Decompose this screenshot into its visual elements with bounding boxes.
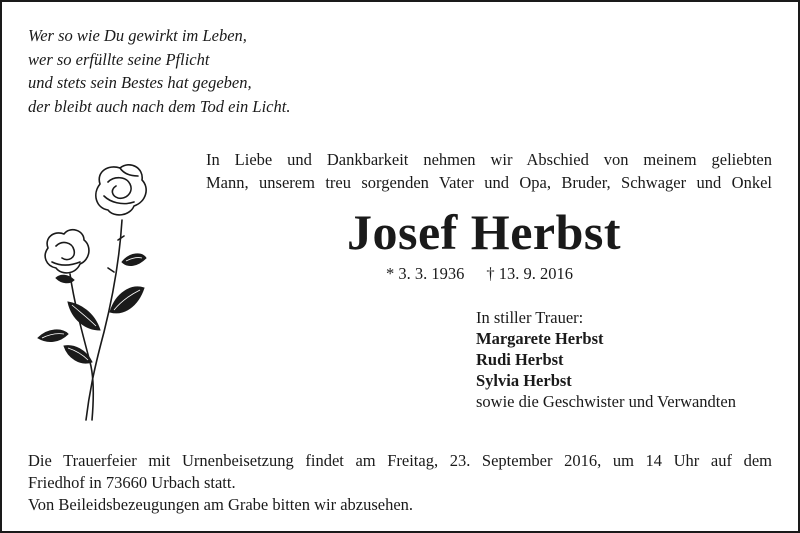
mourner-name: Margarete Herbst [476, 329, 604, 348]
death-date: † 13. 9. 2016 [486, 264, 573, 283]
poem-line: Wer so wie Du gewirkt im Leben, [28, 26, 247, 45]
mourner-name: Sylvia Herbst [476, 371, 572, 390]
mourners-block [476, 307, 736, 412]
poem-line: wer so erfüllte seine Pflicht [28, 49, 210, 69]
life-dates [386, 264, 573, 284]
birth-date: * 3. 3. 1936 [386, 264, 465, 283]
mourners-closing: sowie die Geschwister und Verwandten [476, 392, 736, 411]
intro-text [206, 148, 772, 194]
footer-line: Friedhof in 73660 Urbach statt. [28, 473, 236, 492]
mourner-name: Rudi Herbst [476, 350, 564, 369]
rose-illustration [34, 162, 162, 422]
intro-line: In Liebe und Dankbarkeit nehmen wir Abschied von meinem geliebten [206, 150, 772, 169]
intro-line: Mann, unserem treu sorgenden Vater und Opa, Bruder, Schwager und Onkel [206, 173, 772, 192]
poem-line: und stets sein Bestes hat gegeben, [28, 73, 252, 92]
footer-line: Von Beileidsbezeugungen am Grabe bitten wir abzusehen. [28, 495, 414, 514]
footer-line: Die Trauerfeier mit Urnenbeisetzung findet am Freitag, 23. September 2016, um 14 Uhr auf dem [28, 451, 772, 470]
poem-line: der bleibt auch nach dem Tod ein Licht. [28, 96, 291, 116]
memorial-poem [28, 24, 290, 118]
funeral-info [28, 450, 772, 516]
mourners-heading: In stiller Trauer: [476, 308, 584, 327]
deceased-name: Josef Herbst [347, 204, 621, 260]
